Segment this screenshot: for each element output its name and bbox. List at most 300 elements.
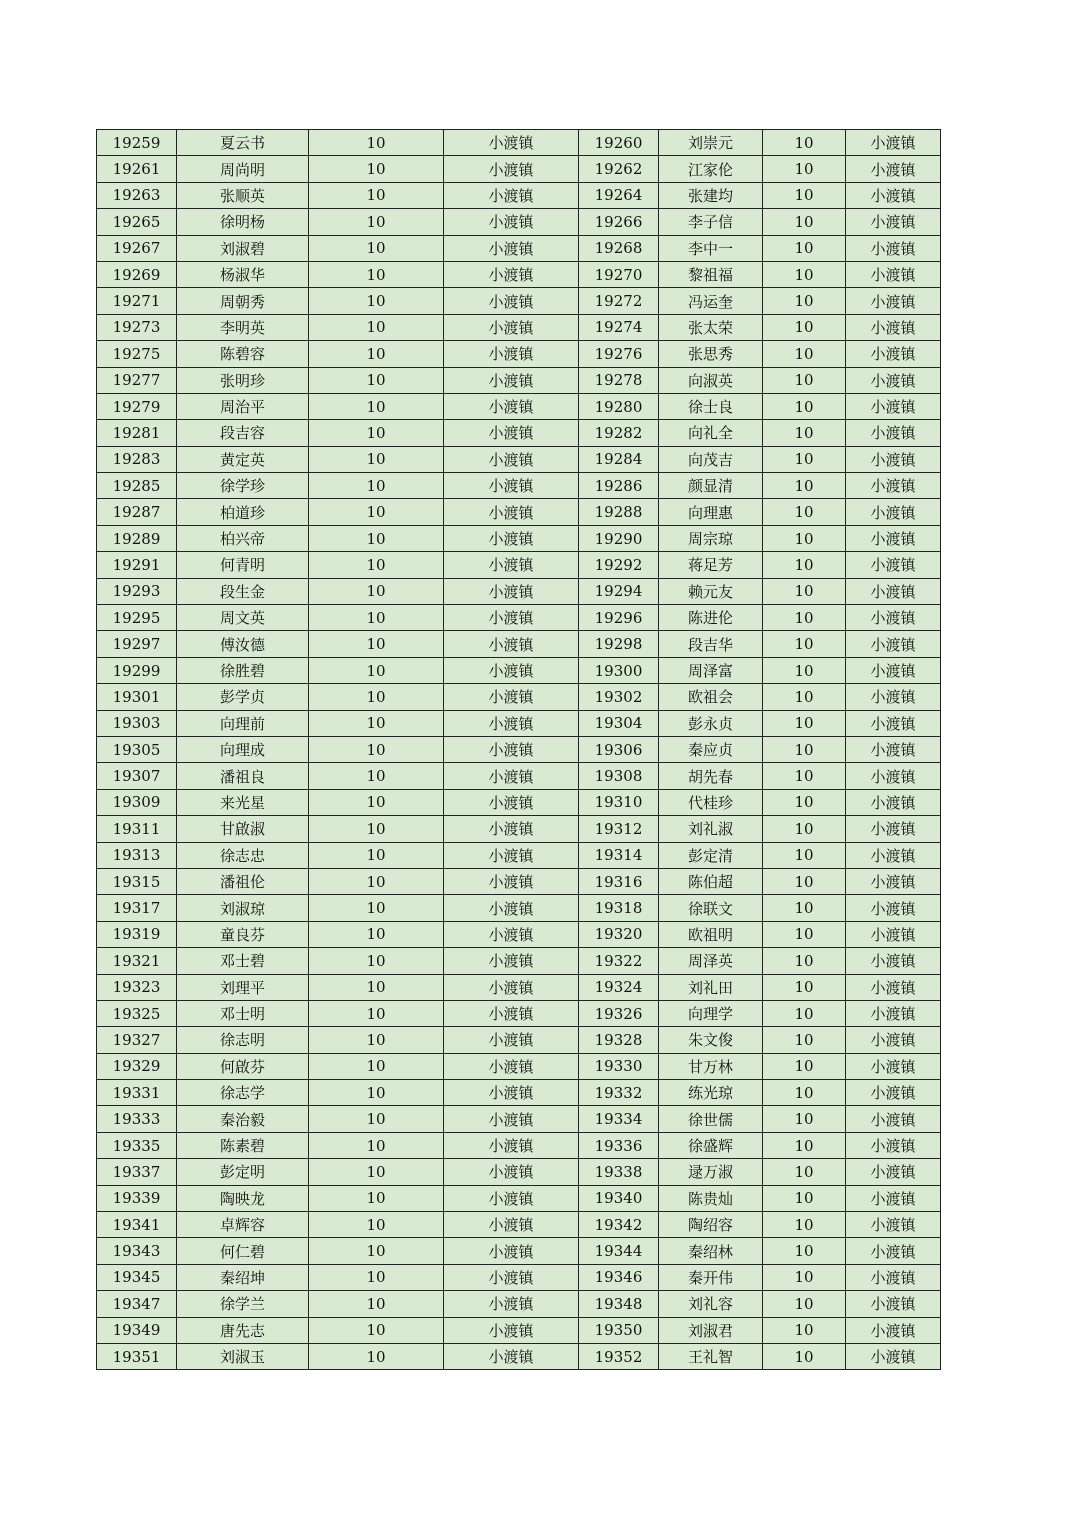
amount-right: 10 (763, 974, 846, 1000)
amount-right: 10 (763, 1185, 846, 1211)
amount-right: 10 (763, 1053, 846, 1079)
town-left: 小渡镇 (444, 921, 579, 947)
amount-left: 10 (309, 1317, 444, 1343)
town-left: 小渡镇 (444, 1317, 579, 1343)
amount-right: 10 (763, 948, 846, 974)
town-right: 小渡镇 (846, 525, 941, 551)
town-right: 小渡镇 (846, 1159, 941, 1185)
table-row (97, 130, 941, 156)
amount-right: 10 (763, 341, 846, 367)
table-row (97, 499, 941, 525)
table-row (97, 261, 941, 287)
amount-left: 10 (309, 1027, 444, 1053)
person-name-left: 周治平 (177, 393, 309, 419)
record-id-left: 19319 (97, 921, 177, 947)
amount-left: 10 (309, 156, 444, 182)
table-row (97, 1212, 941, 1238)
record-id-right: 19330 (579, 1053, 659, 1079)
person-name-right: 秦绍林 (659, 1238, 763, 1264)
person-name-left: 秦绍坤 (177, 1264, 309, 1290)
town-left: 小渡镇 (444, 156, 579, 182)
record-id-left: 19303 (97, 710, 177, 736)
town-right: 小渡镇 (846, 1053, 941, 1079)
amount-left: 10 (309, 842, 444, 868)
town-left: 小渡镇 (444, 868, 579, 894)
town-right: 小渡镇 (846, 341, 941, 367)
amount-right: 10 (763, 710, 846, 736)
amount-right: 10 (763, 288, 846, 314)
record-id-right: 19302 (579, 684, 659, 710)
person-name-left: 陈碧容 (177, 341, 309, 367)
town-right: 小渡镇 (846, 209, 941, 235)
town-left: 小渡镇 (444, 1053, 579, 1079)
record-id-right: 19344 (579, 1238, 659, 1264)
record-id-left: 19311 (97, 816, 177, 842)
town-left: 小渡镇 (444, 578, 579, 604)
record-id-right: 19312 (579, 816, 659, 842)
amount-right: 10 (763, 1027, 846, 1053)
town-right: 小渡镇 (846, 235, 941, 261)
record-id-right: 19320 (579, 921, 659, 947)
person-name-right: 赖元友 (659, 578, 763, 604)
record-id-right: 19308 (579, 763, 659, 789)
record-id-left: 19263 (97, 182, 177, 208)
record-id-left: 19301 (97, 684, 177, 710)
record-id-right: 19272 (579, 288, 659, 314)
amount-right: 10 (763, 1343, 846, 1369)
record-id-right: 19322 (579, 948, 659, 974)
record-id-left: 19349 (97, 1317, 177, 1343)
amount-right: 10 (763, 921, 846, 947)
town-left: 小渡镇 (444, 605, 579, 631)
town-right: 小渡镇 (846, 1343, 941, 1369)
person-name-right: 张建均 (659, 182, 763, 208)
amount-right: 10 (763, 130, 846, 156)
record-id-right: 19336 (579, 1132, 659, 1158)
town-left: 小渡镇 (444, 182, 579, 208)
record-id-left: 19315 (97, 868, 177, 894)
person-name-left: 潘祖良 (177, 763, 309, 789)
amount-right: 10 (763, 314, 846, 340)
amount-left: 10 (309, 314, 444, 340)
person-name-left: 彭学贞 (177, 684, 309, 710)
record-id-right: 19292 (579, 552, 659, 578)
town-right: 小渡镇 (846, 130, 941, 156)
record-id-right: 19274 (579, 314, 659, 340)
record-id-right: 19318 (579, 895, 659, 921)
town-right: 小渡镇 (846, 1212, 941, 1238)
town-left: 小渡镇 (444, 1027, 579, 1053)
town-right: 小渡镇 (846, 156, 941, 182)
person-name-right: 周泽富 (659, 657, 763, 683)
amount-left: 10 (309, 209, 444, 235)
amount-right: 10 (763, 1106, 846, 1132)
town-left: 小渡镇 (444, 789, 579, 815)
table-row (97, 1027, 941, 1053)
person-name-right: 李中一 (659, 235, 763, 261)
table-row (97, 631, 941, 657)
person-name-left: 傅汝德 (177, 631, 309, 657)
record-id-right: 19288 (579, 499, 659, 525)
table-row (97, 1317, 941, 1343)
town-left: 小渡镇 (444, 1291, 579, 1317)
record-id-right: 19270 (579, 261, 659, 287)
town-right: 小渡镇 (846, 367, 941, 393)
table-row (97, 1343, 941, 1369)
town-left: 小渡镇 (444, 684, 579, 710)
town-right: 小渡镇 (846, 816, 941, 842)
record-id-left: 19281 (97, 420, 177, 446)
town-left: 小渡镇 (444, 1185, 579, 1211)
amount-left: 10 (309, 1343, 444, 1369)
town-left: 小渡镇 (444, 261, 579, 287)
table-row (97, 1106, 941, 1132)
table-row (97, 657, 941, 683)
person-name-left: 徐志明 (177, 1027, 309, 1053)
record-id-right: 19262 (579, 156, 659, 182)
person-name-left: 夏云书 (177, 130, 309, 156)
record-id-right: 19278 (579, 367, 659, 393)
person-name-right: 蒋足芳 (659, 552, 763, 578)
amount-right: 10 (763, 631, 846, 657)
person-name-right: 徐士良 (659, 393, 763, 419)
town-right: 小渡镇 (846, 261, 941, 287)
record-id-left: 19325 (97, 1000, 177, 1026)
record-id-left: 19261 (97, 156, 177, 182)
record-id-right: 19306 (579, 736, 659, 762)
record-id-left: 19337 (97, 1159, 177, 1185)
person-name-left: 秦治毅 (177, 1106, 309, 1132)
table-row (97, 921, 941, 947)
town-left: 小渡镇 (444, 420, 579, 446)
person-name-right: 王礼智 (659, 1343, 763, 1369)
person-name-left: 柏道珍 (177, 499, 309, 525)
amount-right: 10 (763, 499, 846, 525)
table-row (97, 341, 941, 367)
person-name-right: 彭定清 (659, 842, 763, 868)
town-left: 小渡镇 (444, 314, 579, 340)
amount-right: 10 (763, 525, 846, 551)
amount-left: 10 (309, 1264, 444, 1290)
record-id-left: 19269 (97, 261, 177, 287)
record-id-right: 19326 (579, 1000, 659, 1026)
record-id-right: 19266 (579, 209, 659, 235)
table-row (97, 842, 941, 868)
person-name-right: 张思秀 (659, 341, 763, 367)
amount-right: 10 (763, 1080, 846, 1106)
person-name-left: 何仁碧 (177, 1238, 309, 1264)
amount-left: 10 (309, 446, 444, 472)
amount-right: 10 (763, 1317, 846, 1343)
town-right: 小渡镇 (846, 1027, 941, 1053)
town-left: 小渡镇 (444, 948, 579, 974)
person-name-left: 段吉容 (177, 420, 309, 446)
amount-left: 10 (309, 657, 444, 683)
table-row (97, 1264, 941, 1290)
record-id-right: 19350 (579, 1317, 659, 1343)
person-name-left: 徐胜碧 (177, 657, 309, 683)
record-id-right: 19284 (579, 446, 659, 472)
town-right: 小渡镇 (846, 1185, 941, 1211)
town-left: 小渡镇 (444, 525, 579, 551)
amount-left: 10 (309, 710, 444, 736)
person-name-left: 来光星 (177, 789, 309, 815)
person-name-left: 邓士碧 (177, 948, 309, 974)
record-id-right: 19264 (579, 182, 659, 208)
amount-left: 10 (309, 235, 444, 261)
roster-table-container (96, 129, 941, 1370)
record-id-left: 19287 (97, 499, 177, 525)
person-name-right: 胡先春 (659, 763, 763, 789)
town-right: 小渡镇 (846, 446, 941, 472)
table-row (97, 393, 941, 419)
person-name-right: 陈贵灿 (659, 1185, 763, 1211)
person-name-left: 彭定明 (177, 1159, 309, 1185)
amount-left: 10 (309, 921, 444, 947)
amount-left: 10 (309, 1238, 444, 1264)
record-id-left: 19291 (97, 552, 177, 578)
amount-left: 10 (309, 261, 444, 287)
amount-right: 10 (763, 763, 846, 789)
record-id-right: 19260 (579, 130, 659, 156)
record-id-left: 19333 (97, 1106, 177, 1132)
person-name-right: 练光琼 (659, 1080, 763, 1106)
amount-left: 10 (309, 1132, 444, 1158)
table-row (97, 789, 941, 815)
record-id-right: 19324 (579, 974, 659, 1000)
record-id-right: 19316 (579, 868, 659, 894)
person-name-left: 陶映龙 (177, 1185, 309, 1211)
amount-right: 10 (763, 1212, 846, 1238)
record-id-right: 19332 (579, 1080, 659, 1106)
town-right: 小渡镇 (846, 552, 941, 578)
town-right: 小渡镇 (846, 420, 941, 446)
record-id-left: 19317 (97, 895, 177, 921)
town-left: 小渡镇 (444, 1264, 579, 1290)
amount-left: 10 (309, 789, 444, 815)
amount-right: 10 (763, 895, 846, 921)
amount-left: 10 (309, 1185, 444, 1211)
record-id-left: 19313 (97, 842, 177, 868)
record-id-left: 19341 (97, 1212, 177, 1238)
person-name-right: 甘万林 (659, 1053, 763, 1079)
amount-right: 10 (763, 393, 846, 419)
amount-right: 10 (763, 789, 846, 815)
person-name-right: 秦开伟 (659, 1264, 763, 1290)
amount-left: 10 (309, 367, 444, 393)
person-name-left: 徐学兰 (177, 1291, 309, 1317)
person-name-right: 欧祖明 (659, 921, 763, 947)
town-right: 小渡镇 (846, 948, 941, 974)
person-name-left: 段生金 (177, 578, 309, 604)
town-right: 小渡镇 (846, 657, 941, 683)
person-name-left: 徐志忠 (177, 842, 309, 868)
town-left: 小渡镇 (444, 235, 579, 261)
person-name-left: 刘淑玉 (177, 1343, 309, 1369)
person-name-left: 向理前 (177, 710, 309, 736)
amount-left: 10 (309, 130, 444, 156)
record-id-left: 19279 (97, 393, 177, 419)
town-left: 小渡镇 (444, 1000, 579, 1026)
person-name-right: 向礼全 (659, 420, 763, 446)
table-row (97, 367, 941, 393)
person-name-right: 向淑英 (659, 367, 763, 393)
person-name-left: 周文英 (177, 605, 309, 631)
town-right: 小渡镇 (846, 1317, 941, 1343)
person-name-left: 甘啟淑 (177, 816, 309, 842)
record-id-right: 19276 (579, 341, 659, 367)
amount-right: 10 (763, 657, 846, 683)
record-id-right: 19348 (579, 1291, 659, 1317)
record-id-right: 19338 (579, 1159, 659, 1185)
amount-right: 10 (763, 1132, 846, 1158)
record-id-left: 19305 (97, 736, 177, 762)
amount-left: 10 (309, 948, 444, 974)
amount-right: 10 (763, 182, 846, 208)
person-name-left: 潘祖伦 (177, 868, 309, 894)
record-id-left: 19323 (97, 974, 177, 1000)
town-left: 小渡镇 (444, 1238, 579, 1264)
table-row (97, 1291, 941, 1317)
table-row (97, 816, 941, 842)
record-id-right: 19294 (579, 578, 659, 604)
record-id-left: 19259 (97, 130, 177, 156)
person-name-left: 童良芬 (177, 921, 309, 947)
table-row (97, 288, 941, 314)
amount-right: 10 (763, 1291, 846, 1317)
town-left: 小渡镇 (444, 710, 579, 736)
table-row (97, 948, 941, 974)
town-left: 小渡镇 (444, 895, 579, 921)
town-right: 小渡镇 (846, 895, 941, 921)
town-right: 小渡镇 (846, 182, 941, 208)
record-id-right: 19314 (579, 842, 659, 868)
town-right: 小渡镇 (846, 710, 941, 736)
person-name-right: 颜显清 (659, 473, 763, 499)
amount-left: 10 (309, 684, 444, 710)
amount-right: 10 (763, 736, 846, 762)
person-name-right: 刘礼容 (659, 1291, 763, 1317)
person-name-right: 刘淑君 (659, 1317, 763, 1343)
town-left: 小渡镇 (444, 816, 579, 842)
amount-left: 10 (309, 605, 444, 631)
amount-right: 10 (763, 1159, 846, 1185)
town-left: 小渡镇 (444, 393, 579, 419)
town-right: 小渡镇 (846, 684, 941, 710)
amount-left: 10 (309, 1000, 444, 1026)
town-left: 小渡镇 (444, 552, 579, 578)
person-name-right: 陈伯超 (659, 868, 763, 894)
person-name-right: 徐世儒 (659, 1106, 763, 1132)
town-left: 小渡镇 (444, 367, 579, 393)
record-id-left: 19309 (97, 789, 177, 815)
record-id-right: 19340 (579, 1185, 659, 1211)
town-left: 小渡镇 (444, 657, 579, 683)
person-name-left: 何啟芬 (177, 1053, 309, 1079)
person-name-right: 欧祖会 (659, 684, 763, 710)
amount-left: 10 (309, 895, 444, 921)
town-left: 小渡镇 (444, 288, 579, 314)
table-row (97, 446, 941, 472)
record-id-right: 19334 (579, 1106, 659, 1132)
table-row (97, 1000, 941, 1026)
person-name-right: 陈进伦 (659, 605, 763, 631)
record-id-left: 19321 (97, 948, 177, 974)
town-left: 小渡镇 (444, 1080, 579, 1106)
table-row (97, 578, 941, 604)
record-id-right: 19268 (579, 235, 659, 261)
record-id-left: 19307 (97, 763, 177, 789)
town-right: 小渡镇 (846, 1000, 941, 1026)
town-right: 小渡镇 (846, 631, 941, 657)
amount-left: 10 (309, 974, 444, 1000)
amount-right: 10 (763, 473, 846, 499)
amount-left: 10 (309, 473, 444, 499)
person-name-right: 陶绍容 (659, 1212, 763, 1238)
amount-left: 10 (309, 1212, 444, 1238)
town-right: 小渡镇 (846, 842, 941, 868)
town-left: 小渡镇 (444, 446, 579, 472)
person-name-right: 周泽英 (659, 948, 763, 974)
person-name-right: 徐盛辉 (659, 1132, 763, 1158)
amount-left: 10 (309, 868, 444, 894)
amount-left: 10 (309, 736, 444, 762)
person-name-right: 向理学 (659, 1000, 763, 1026)
town-left: 小渡镇 (444, 763, 579, 789)
amount-left: 10 (309, 393, 444, 419)
person-name-right: 向理惠 (659, 499, 763, 525)
amount-right: 10 (763, 842, 846, 868)
amount-right: 10 (763, 868, 846, 894)
person-name-right: 逯万淑 (659, 1159, 763, 1185)
record-id-right: 19280 (579, 393, 659, 419)
amount-left: 10 (309, 1159, 444, 1185)
record-id-left: 19351 (97, 1343, 177, 1369)
table-row (97, 605, 941, 631)
table-row (97, 710, 941, 736)
amount-left: 10 (309, 552, 444, 578)
record-id-left: 19271 (97, 288, 177, 314)
table-row (97, 1080, 941, 1106)
amount-left: 10 (309, 1053, 444, 1079)
person-name-right: 朱文俊 (659, 1027, 763, 1053)
record-id-right: 19342 (579, 1212, 659, 1238)
record-id-left: 19267 (97, 235, 177, 261)
record-id-right: 19310 (579, 789, 659, 815)
town-left: 小渡镇 (444, 1159, 579, 1185)
town-left: 小渡镇 (444, 1132, 579, 1158)
amount-right: 10 (763, 1000, 846, 1026)
amount-right: 10 (763, 209, 846, 235)
town-left: 小渡镇 (444, 130, 579, 156)
record-id-left: 19331 (97, 1080, 177, 1106)
amount-left: 10 (309, 578, 444, 604)
person-name-left: 向理成 (177, 736, 309, 762)
record-id-left: 19273 (97, 314, 177, 340)
table-row (97, 420, 941, 446)
table-row (97, 182, 941, 208)
amount-left: 10 (309, 1291, 444, 1317)
table-row (97, 473, 941, 499)
person-name-right: 彭永贞 (659, 710, 763, 736)
town-left: 小渡镇 (444, 736, 579, 762)
town-right: 小渡镇 (846, 314, 941, 340)
amount-right: 10 (763, 1238, 846, 1264)
person-name-left: 刘淑碧 (177, 235, 309, 261)
record-id-right: 19352 (579, 1343, 659, 1369)
table-row (97, 736, 941, 762)
person-name-right: 向茂吉 (659, 446, 763, 472)
